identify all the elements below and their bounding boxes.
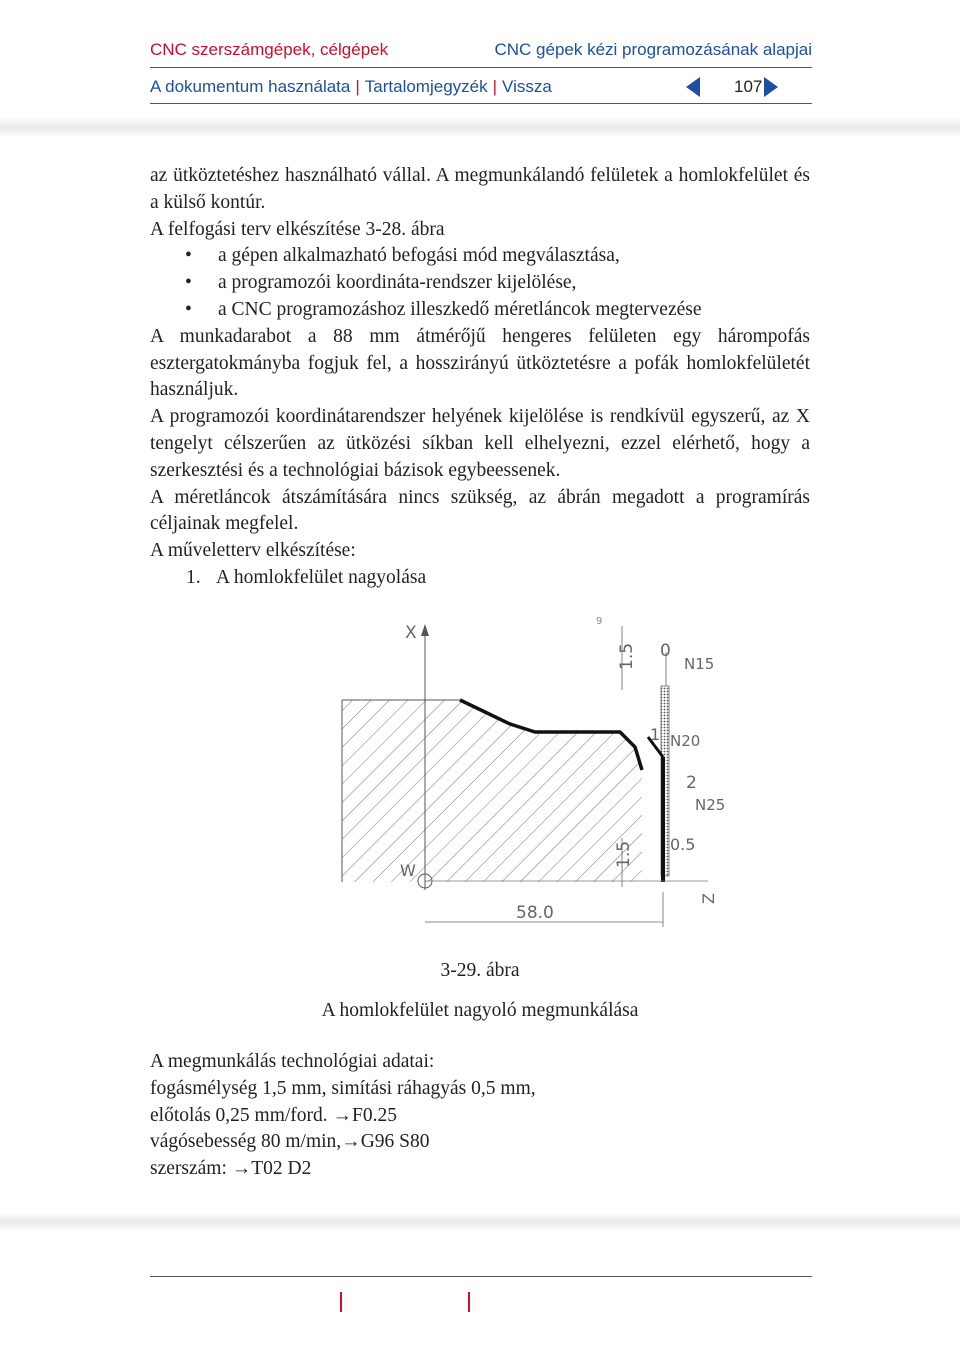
speed-code: G96 S80	[360, 1131, 430, 1153]
w-point-label: W	[400, 861, 416, 880]
n20-label: N20	[670, 732, 701, 750]
figure-caption: A homlokfelület nagyoló megmunkálása	[321, 1000, 639, 1021]
nav-toc-link[interactable]: Tartalomjegyzék	[364, 77, 488, 96]
footer-divider	[150, 1276, 812, 1277]
one-label: 1	[650, 725, 661, 744]
page-number: 107	[734, 77, 763, 96]
tech-heading: A megmunkálás technológiai adatai:	[150, 1051, 435, 1072]
next-page-icon[interactable]	[764, 77, 778, 97]
bullet-icon: •	[185, 298, 192, 320]
item-number: 1.	[186, 566, 201, 588]
profile-mask-lower	[642, 770, 660, 882]
list-item-text: a gépen alkalmazható befogási mód megválasztása,	[218, 245, 620, 267]
header-nav	[150, 77, 552, 97]
bullet-icon: •	[185, 245, 192, 267]
dim-58-label: 58.0	[516, 903, 554, 923]
paragraph: A méretláncok átszámítására nincs szükség, az ábrán megadott a programírás céljainak megfelel.	[150, 486, 810, 535]
feed-code: F0.25	[352, 1104, 398, 1126]
nav-separator: |	[355, 77, 360, 96]
pager	[686, 75, 780, 99]
small-mark-label: 9	[596, 616, 603, 627]
dim-top-label: 1.5	[617, 642, 637, 670]
arrow-icon: →	[332, 1104, 353, 1126]
tech-line: fogásmélység 1,5 mm, simítási ráhagyás 0,5 mm,	[150, 1077, 536, 1099]
x-axis-label: X	[405, 623, 417, 643]
facing-drawing	[330, 612, 726, 932]
footer-separator	[468, 1292, 470, 1312]
tool-label: szerszám:	[150, 1158, 227, 1180]
bullet-icon: •	[185, 272, 192, 294]
dim-05-label: 0.5	[670, 835, 696, 854]
dim-bottom-label: 1.5	[614, 840, 634, 868]
n15-label: N15	[684, 655, 715, 673]
nav-separator: |	[492, 77, 498, 96]
z-axis-label: Z	[699, 893, 718, 904]
header-divider	[150, 67, 812, 68]
tech-line	[150, 1129, 536, 1156]
header-right-title: CNC gépek kézi programozásának alapjai	[494, 40, 812, 59]
list-item	[150, 270, 810, 297]
previous-page-icon[interactable]	[686, 77, 700, 97]
list-item	[150, 243, 810, 270]
feed-label: előtolás 0,25 mm/ford.	[150, 1104, 328, 1126]
header-left-title: CNC szerszámgépek, célgépek	[150, 40, 389, 59]
two-label: 2	[686, 773, 697, 793]
list-item-text: a CNC programozáshoz illeszkedő méretláncok megtervezése	[218, 298, 702, 320]
numbered-item	[150, 565, 810, 592]
footer-separator	[340, 1292, 342, 1312]
tech-line	[150, 1156, 536, 1183]
zero-label: 0	[660, 641, 671, 661]
bottom-shadow-band	[0, 1212, 960, 1232]
list-item-text: a programozói koordináta-rendszer kijelölése,	[218, 272, 577, 294]
paragraph: A programozói koordinátarendszer helyének kijelölése is rendkívül egyszerű, az X tengelyt célszerűen az ütközési síkban kell elhelyezni, ezzel elérhető, hogy a szerkesztési és a technológiai bázisok egybeessenek.	[150, 406, 810, 481]
x-axis-arrow-icon	[421, 624, 429, 636]
top-shadow-band	[0, 116, 960, 138]
paragraph: A felfogási terv elkészítése 3-28. ábra	[150, 218, 445, 240]
speed-label: vágósebesség 80 m/min,	[150, 1131, 342, 1153]
arrow-icon: →	[341, 1131, 361, 1153]
nav-document-usage-link[interactable]: A dokumentum használata	[150, 77, 351, 96]
figure-number: 3-29. ábra	[440, 960, 520, 981]
paragraph: az ütköztetéshez használható vállal. A megmunkálandó felületek a homlokfelület és a külső kontúr.	[150, 165, 810, 213]
technology-data	[150, 1049, 536, 1183]
tech-line	[150, 1103, 536, 1130]
item-text: A homlokfelület nagyolása	[216, 566, 427, 588]
tool-code: T02 D2	[251, 1158, 312, 1180]
nav-back-link[interactable]: Vissza	[502, 77, 552, 96]
body-text	[150, 163, 810, 592]
list-item	[150, 297, 810, 324]
arrow-icon: →	[231, 1158, 252, 1180]
paragraph: A munkadarabot a 88 mm átmérőjű hengeres felületen egy hárompofás esztergatokmányba fogjuk fel, a hosszirányú ütköztetésre a pofák homlokfelületét használjuk.	[150, 325, 810, 401]
n25-label: N25	[695, 796, 726, 814]
bullet-list	[150, 243, 810, 323]
header-bottom-divider	[150, 103, 812, 104]
paragraph: A műveletterv elkészítése:	[150, 540, 356, 562]
